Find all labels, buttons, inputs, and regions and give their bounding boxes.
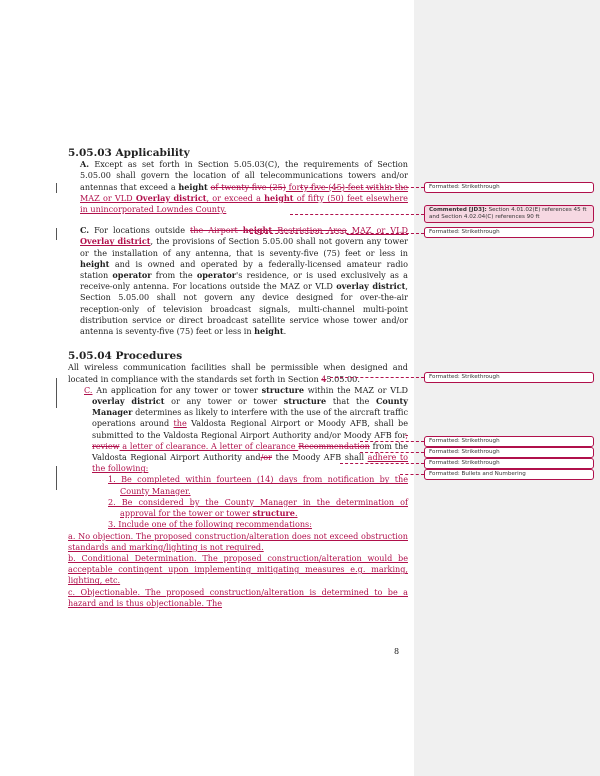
defined-term: operator xyxy=(196,270,236,281)
deleted-text: the Airport xyxy=(190,225,243,236)
markup-margin-pane xyxy=(414,0,600,776)
text: the Moody AFB shall xyxy=(272,452,368,463)
text: that the xyxy=(326,396,376,407)
text: For locations outside xyxy=(89,225,191,236)
inserted-text: of fifty (50) feet xyxy=(293,192,367,203)
section-heading-applicability: 5.05.03 Applicability xyxy=(68,147,190,159)
inserted-defined-term: Overlay district xyxy=(80,236,151,247)
balloon-connector xyxy=(360,452,424,453)
inserted-defined-term: Overlay district xyxy=(135,192,207,203)
balloon-connector xyxy=(290,214,424,215)
text: from the Valdosta Regional Airport Authority and xyxy=(92,440,408,463)
deleted-text: Restriction Area xyxy=(272,225,347,236)
procedures-intro xyxy=(68,362,408,384)
comment-text: Section 4.01.02(E) references 45 ft and Section 4.02.04(C) references 90 ft xyxy=(429,207,587,220)
defined-term: height xyxy=(80,258,110,269)
change-bar xyxy=(56,378,57,408)
change-bar xyxy=(56,228,57,240)
defined-term: height xyxy=(254,326,284,337)
format-balloon[interactable]: Formatted: Strikethrough xyxy=(424,447,594,458)
defined-term: structure xyxy=(283,396,327,407)
defined-term: overlay district xyxy=(92,396,165,407)
change-bar xyxy=(56,466,57,490)
sub-item-c: c. Objectionable. The proposed construction/alteration is determined to be a hazard and is thus objectionable. The xyxy=(68,586,408,608)
deleted-text: 4 xyxy=(321,373,327,384)
procedures-paragraph-c xyxy=(84,384,409,475)
text: 5.05.00. xyxy=(326,373,360,384)
text: within the MAZ or VLD xyxy=(304,384,408,395)
text: 2. Be considered by the County Manager in the determination of approval for the tower or tower xyxy=(108,496,408,519)
document-body xyxy=(68,148,408,609)
inserted-text: , or exceed a xyxy=(206,192,265,203)
text: Valdosta Regional Airport or Moody AFB, shall be submitted to the Valdosta Regional Airport Authority and/or Moody AFB for xyxy=(92,418,408,440)
balloon-connector xyxy=(400,474,424,475)
balloon-connector xyxy=(330,377,424,378)
inserted-text: a letter of clearance. A letter of clearance xyxy=(119,440,299,451)
list-item-1: 1. Be completed within fourteen (14) days from notification by the County Manager. xyxy=(108,474,408,496)
text: , Section 5.05.00 shall not govern any device designed for over-the-air reception-only of television broadcast signals, multi-channel multi-point distribution service or direct broadcast satellite service whose tower and/or antenna is seventy-five (75) feet or less in xyxy=(80,281,408,337)
change-bar xyxy=(56,183,57,193)
paragraph-c xyxy=(80,225,408,337)
text: An application for any tower or tower xyxy=(92,384,262,395)
format-balloon[interactable]: Formatted: Strikethrough xyxy=(424,436,594,447)
section-heading-procedures: 5.05.04 Procedures xyxy=(68,350,183,363)
text: , the provisions of Section 5.05.00 shall not govern any tower or the installation of any antenna, that is seventy-five (75) feet or less in xyxy=(80,236,408,258)
inserted-text: the xyxy=(173,418,187,429)
list-label-a: A. xyxy=(80,159,90,170)
text: Except as set forth in Section 5.05.03(C), the requirements of Section 5.05.00 shall govern the location of all telecommunications towers and/or antennas that exceed a xyxy=(80,159,408,192)
text: or any tower or tower xyxy=(164,396,284,407)
format-balloon[interactable]: Formatted: Bullets and Numbering xyxy=(424,469,594,480)
defined-term: height xyxy=(178,181,208,192)
deleted-text: of twenty-five (25) xyxy=(210,181,286,192)
inserted-list-label: C. xyxy=(84,384,93,395)
balloon-connector xyxy=(340,463,424,464)
inserted-text: adhere to the following: xyxy=(92,452,409,474)
defined-term: structure xyxy=(261,384,305,395)
sub-item-a: a. No objection. The proposed construction/alteration does not exceed obstruction standards and marking/lighting is not required. xyxy=(68,530,408,552)
defined-term: structure xyxy=(252,508,295,519)
inserted-defined-term: height xyxy=(264,192,294,203)
deleted-text: /or xyxy=(260,452,273,463)
text: and is owned and operated by a federally-licensed amateur radio station xyxy=(80,258,408,281)
inserted-text: elsewhere in unincorporated Lowndes County. xyxy=(80,192,408,215)
defined-term: County Manager xyxy=(92,396,408,418)
format-balloon[interactable]: Formatted: Strikethrough xyxy=(424,227,594,238)
defined-term: operator xyxy=(112,270,152,281)
text: 's residence, or is used exclusively as a receive-only antenna. For locations outside the MAZ or VLD xyxy=(80,270,408,292)
list-item-2 xyxy=(108,496,408,519)
inserted-text: forty-five (45) feet within the MAZ or VLD xyxy=(80,181,409,203)
deleted-text: Recommendation xyxy=(298,440,370,451)
text: from the xyxy=(151,270,197,281)
balloon-connector xyxy=(250,233,424,234)
format-balloon[interactable]: Formatted: Strikethrough xyxy=(424,182,594,193)
balloon-connector xyxy=(360,441,424,442)
page-number: 8 xyxy=(394,647,400,656)
text: . xyxy=(294,508,298,519)
list-item-3: 3. Include one of the following recommendations: xyxy=(108,519,312,530)
text: All wireless communication facilities shall be permissible when designed and located in compliance with the standards set forth in Section xyxy=(68,362,408,384)
comment-balloon[interactable] xyxy=(424,205,594,223)
list-label-c: C. xyxy=(80,225,90,236)
defined-term: overlay district xyxy=(336,281,406,292)
text: . xyxy=(283,326,287,337)
balloon-connector xyxy=(300,187,424,188)
format-balloon[interactable]: Formatted: Strikethrough xyxy=(424,458,594,469)
format-balloon[interactable]: Formatted: Strikethrough xyxy=(424,372,594,383)
inserted-text: MAZ or VLD xyxy=(346,225,408,236)
comment-label: Commented [JD3]: xyxy=(429,207,487,213)
deleted-text: , review xyxy=(92,429,408,451)
sub-item-b: b. Conditional Determination. The proposed construction/alteration would be acceptable contingent upon implementing mitigating measures e.g. marking, lighting, etc. xyxy=(68,552,408,586)
text: determines as likely to interfere with the use of the aircraft traffic operations around xyxy=(92,407,408,429)
deleted-defined-term: height xyxy=(242,225,273,236)
